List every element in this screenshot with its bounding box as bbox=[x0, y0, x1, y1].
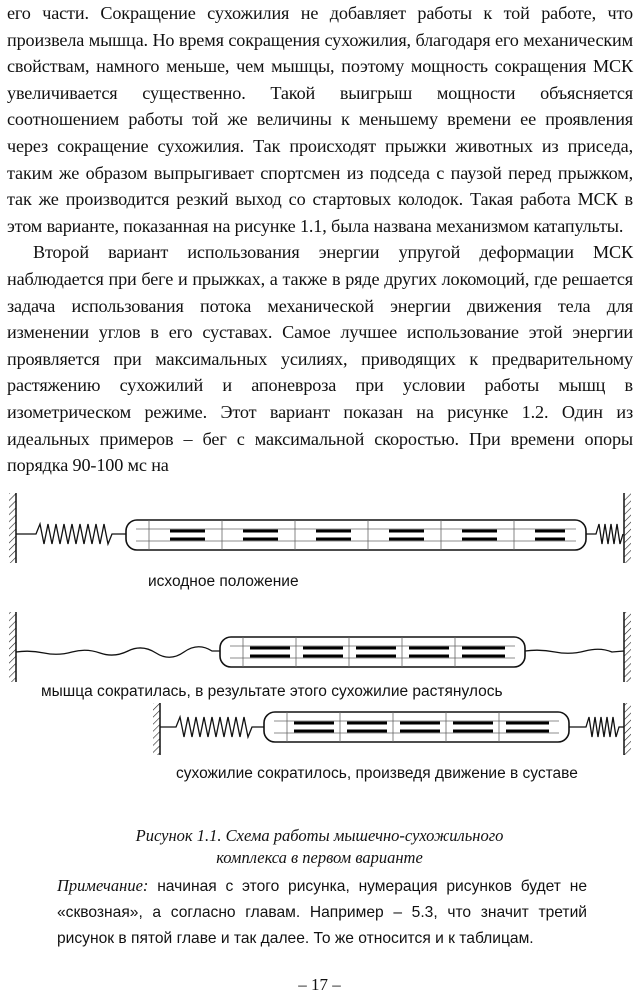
right-tendon-recoiled bbox=[569, 717, 624, 737]
note-lead: Примечание: bbox=[57, 876, 149, 895]
label-initial-position: исходное положение bbox=[148, 573, 299, 590]
label-tendon-contracted: сухожилие сократилось, произведя движение в суставе bbox=[176, 765, 578, 782]
left-wall bbox=[9, 493, 16, 563]
figure-caption bbox=[0, 825, 639, 869]
left-tendon-stretched bbox=[16, 647, 222, 658]
page-number: – 17 – bbox=[298, 975, 341, 994]
right-wall bbox=[624, 493, 631, 563]
right-tendon-stretched bbox=[525, 649, 624, 653]
muscle-belly-contracted bbox=[220, 637, 525, 667]
muscle-belly-final bbox=[264, 712, 569, 742]
caption-line-2: комплекса в первом варианте bbox=[216, 848, 423, 867]
paragraph-2: Второй вариант использования энергии упругой деформации МСК наблюдается при беге и прыжках, а также в ряде других локомоций, где решается задача использования потока механической энергии движения тела для изменении углов в его суставах. Самое лучшее использование этой энергии проявляется при максимальных усилиях, приводящих к предварительному растяжению сухожилий и апоневроза при условии работы мышц в изометрическом режиме. Этот вариант показан на рисунке 1.2. Один из идеальных примеров – бег с максимальной скоростью. При времени опоры порядка 90-100 мс на bbox=[7, 242, 633, 476]
left-tendon-spring bbox=[16, 524, 128, 544]
paragraph-1: его части. Сокращение сухожилия не добавляет работы к той работе, что произвела мышца. Но время сокращения сухожилия, благодаря его механическим свойствам, намного меньше, чем мышцы, поэтому мощность сокращения МСК увеличивается существенно. Такой выигрыш мощности объясняется соотношением работы той же величины к меньшему времени ее проявления через сокращение сухожилия. Так происходят прыжки животных из приседа, таким же образом выпрыгивает спортсмен из подседа с паузой перед прыжком, так же производится резкий выход со стартовых колодок. Такая работа МСК в этом варианте, показанная на рисунке 1.1, была названа механизмом катапульты. bbox=[7, 3, 633, 236]
row-initial-position bbox=[9, 493, 631, 563]
right-tendon-spring bbox=[586, 524, 623, 544]
label-muscle-contracted: мышца сократилась, в результате этого сухожилие растянулось bbox=[41, 683, 503, 700]
row-muscle-contracted bbox=[9, 612, 631, 682]
note-text: начиная с этого рисунка, нумерация рисунков будет не «сквозная», а согласно главам. Например – 5.3, что значит третий рисунок в пятой главе и так далее. То же относится и к таблицам. bbox=[57, 878, 587, 947]
muscle-belly bbox=[126, 520, 586, 550]
row-tendon-contracted bbox=[153, 703, 631, 755]
left-tendon-recoiled bbox=[160, 717, 266, 737]
note bbox=[57, 873, 587, 952]
caption-line-1: Рисунок 1.1. Схема работы мышечно-сухожильного bbox=[135, 826, 504, 845]
